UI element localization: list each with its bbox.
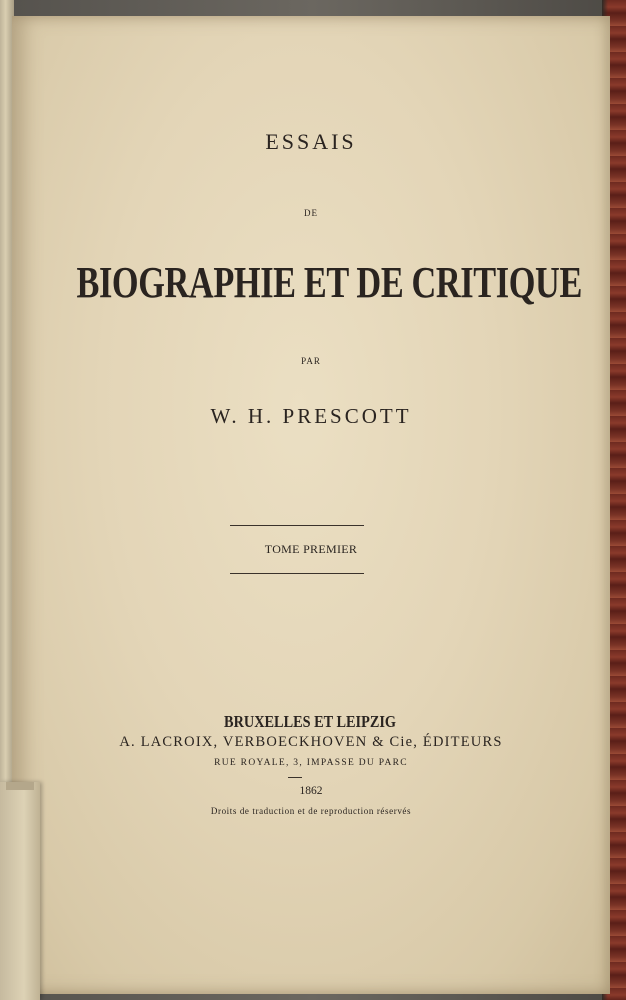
rights-notice: Droits de traduction et de reproduction réservés xyxy=(210,806,412,816)
by-label: PAR xyxy=(301,356,321,366)
author-name: W. H. PRESCOTT xyxy=(210,404,412,428)
title-connector-de: DE xyxy=(304,208,318,218)
publisher-name: A. LACROIX, VERBOECKHOVEN & Cie, ÉDITEURS xyxy=(119,734,503,750)
publisher-address: RUE ROYALE, 3, IMPASSE DU PARC xyxy=(214,758,408,768)
title-page xyxy=(12,16,610,994)
volume-rule-top xyxy=(230,525,364,526)
volume-label: TOME PREMIER xyxy=(264,542,358,556)
publication-city: BRUXELLES ET LEIPZIG xyxy=(224,712,397,731)
year-dash xyxy=(288,777,302,778)
publication-year: 1862 xyxy=(299,785,323,797)
main-title: BIOGRAPHIE ET DE CRITIQUE xyxy=(76,258,582,307)
folded-paper-tab xyxy=(0,782,40,1000)
volume-rule-bottom xyxy=(230,573,364,574)
title-essais: ESSAIS xyxy=(265,129,357,154)
